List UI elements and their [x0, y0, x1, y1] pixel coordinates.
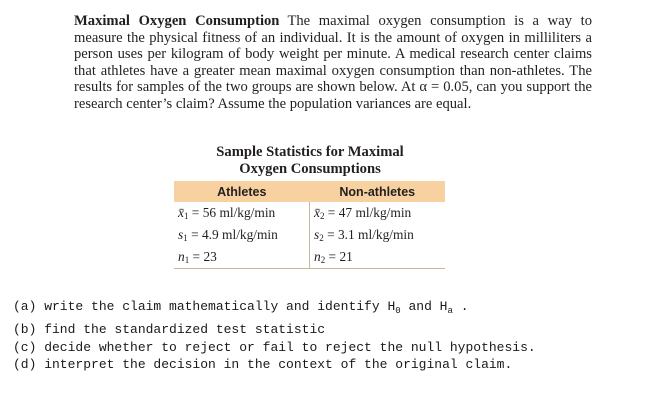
table-title — [170, 144, 450, 177]
athletes-mean: $x̄_1 = 56$ ml/kg/min — [174, 202, 310, 224]
athletes-std-dev: $s_1 = 4.9$ ml/kg/min — [174, 224, 310, 246]
table-title-line-2: Oxygen Consumptions — [239, 160, 381, 177]
header-non-athletes: Non-athletes — [310, 181, 446, 202]
question-c: (c) decide whether to reject or fail to reject the null hypothesis. — [13, 339, 536, 355]
problem-title: Maximal Oxygen Consumption — [74, 13, 280, 29]
question-b: (b) find the standardized test statistic — [13, 321, 326, 337]
table-row — [174, 224, 445, 246]
non-athletes-sample-size: $n_2 = 21$ — [310, 246, 446, 269]
sample-statistics-table — [174, 181, 445, 269]
problem-body: The maximal oxygen consumption is a way to measure the physical fitness of an individual. It is the amount of oxygen in milliliters a person uses per kilogram of body weight per minute. A medical research center claims that athletes have a greater mean maximal oxygen consumption than non-athletes. The results for samples of the two groups are shown below. At α = 0.05, can you support the research center’s claim? Assume the population variances are equal. — [74, 13, 593, 112]
header-athletes: Athletes — [174, 181, 310, 202]
table-title-line-1: Sample Statistics for Maximal — [216, 144, 404, 160]
question-a: (a) write the claim mathematically and identify $H_0$ and $H_a$ . — [13, 299, 469, 316]
question-d: (d) interpret the decision in the context of the original claim. — [13, 357, 513, 373]
table-row — [174, 202, 445, 224]
non-athletes-mean: $x̄_2 = 47$ ml/kg/min — [314, 205, 412, 221]
questions-list — [13, 298, 536, 374]
non-athletes-std-dev: $s_2 = 3.1$ ml/kg/min — [314, 227, 414, 243]
problem-statement — [74, 13, 592, 113]
table-row — [174, 246, 445, 269]
athletes-sample-size: $n_1 = 23$ — [174, 246, 310, 269]
